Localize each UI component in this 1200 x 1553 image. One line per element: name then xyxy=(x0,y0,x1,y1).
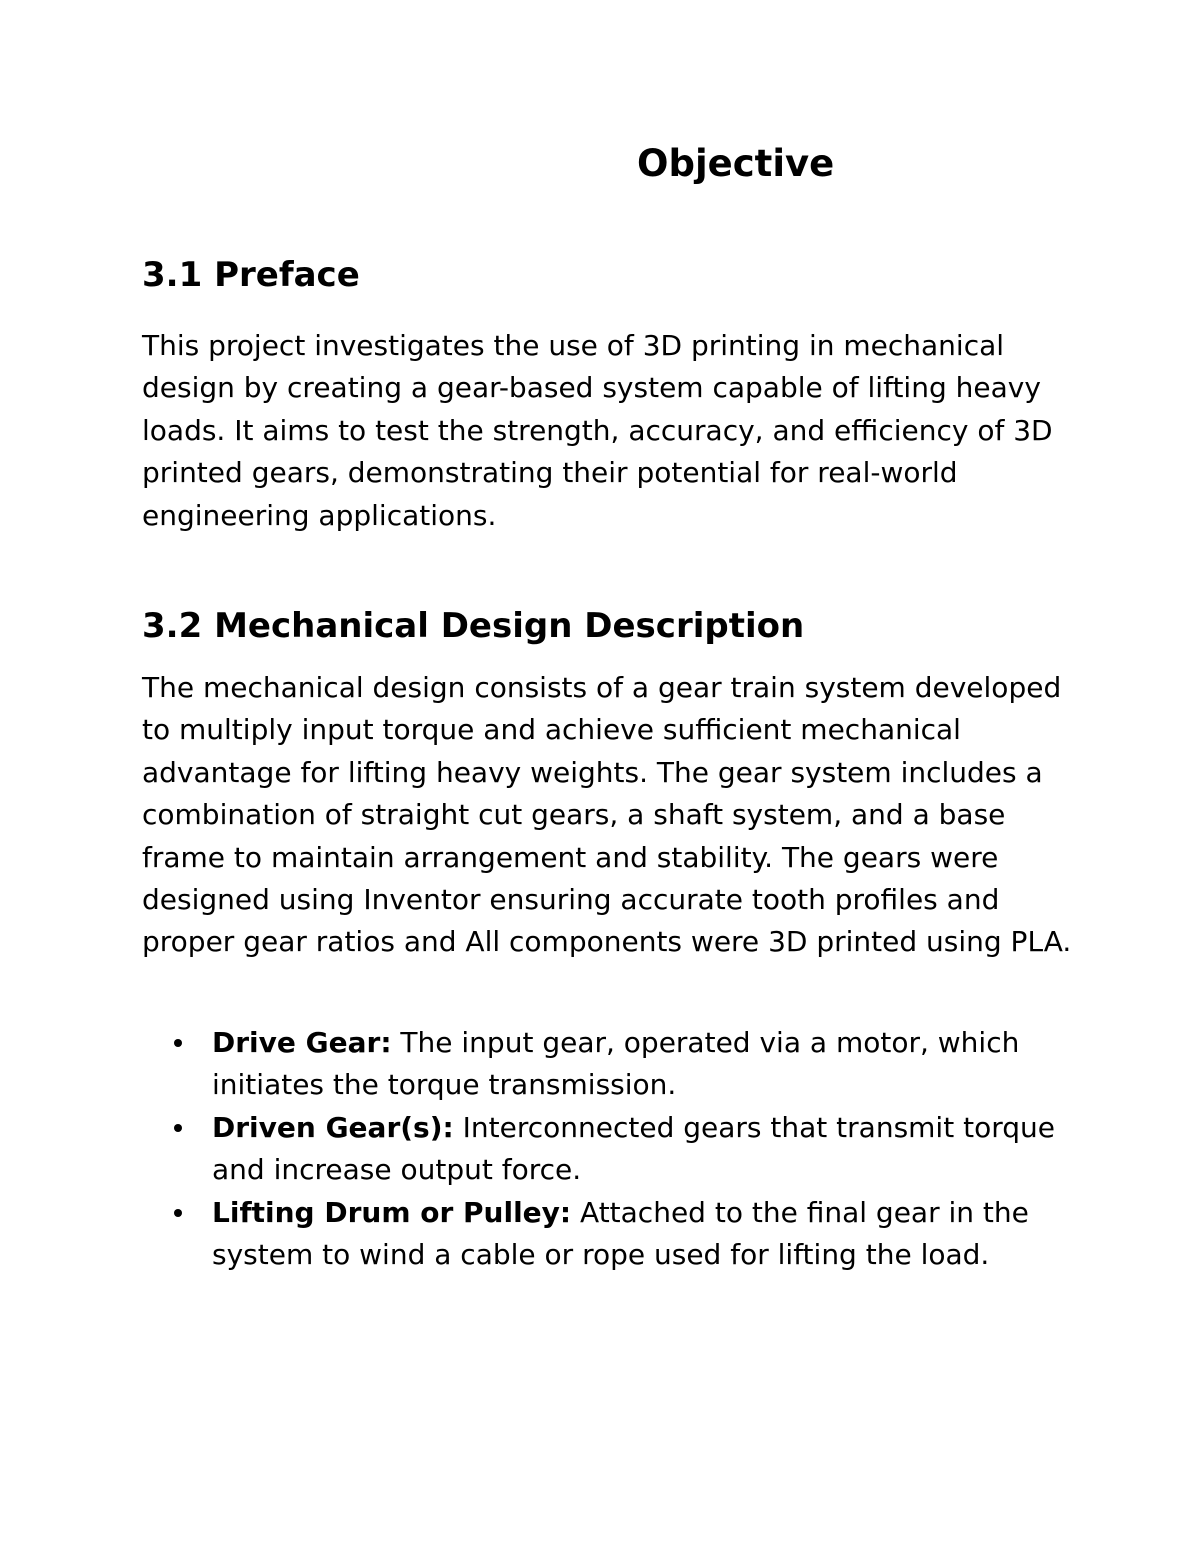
component-bullet-list xyxy=(212,1022,1072,1276)
bullet-text: The input gear, operated via a motor, which initiates the torque transmission. xyxy=(212,1026,1020,1102)
bullet-term: Driven Gear(s): xyxy=(212,1110,454,1144)
list-item-driven-gears xyxy=(212,1107,1072,1192)
bullet-term: Drive Gear: xyxy=(212,1026,392,1059)
bullet-term: Lifting Drum or Pulley: xyxy=(212,1195,572,1229)
mechanical-design-paragraph: The mechanical design consists of a gear train system developed to multiply input torque and achieve sufficient mechanical advantage for lifting heavy weights. The gear system includes a combination of straight cut gears, a shaft system, and a base frame to maintain arrangement and stability. The gears were designed using Inventor ensuring accurate tooth profiles and proper gear ratios and All components were 3D printed using PLA. xyxy=(142,671,1072,959)
list-item-drive-gear xyxy=(212,1022,1072,1107)
document-title: Objective xyxy=(637,142,835,185)
list-item-lifting-drum xyxy=(212,1192,1072,1277)
bullet-text: Interconnected gears that transmit torque and increase output force. xyxy=(212,1110,1055,1187)
section-heading-preface: 3.1 Preface xyxy=(142,255,360,295)
bullet-dot-icon xyxy=(174,1039,182,1047)
bullet-text: Attached to the final gear in the system to wind a cable or rope used for lifting the load. xyxy=(212,1195,1029,1272)
bullet-dot-icon xyxy=(174,1124,182,1132)
bullet-dot-icon xyxy=(174,1209,182,1217)
preface-paragraph: This project investigates the use of 3D printing in mechanical design by creating a gear-based system capable of lifting heavy loads. It aims to test the strength, accuracy, and efficiency of 3D printed gears, demonstrating their potential for real-world engineering applications. xyxy=(142,329,1053,532)
section-heading-mechanical-design: 3.2 Mechanical Design Description xyxy=(142,606,805,646)
